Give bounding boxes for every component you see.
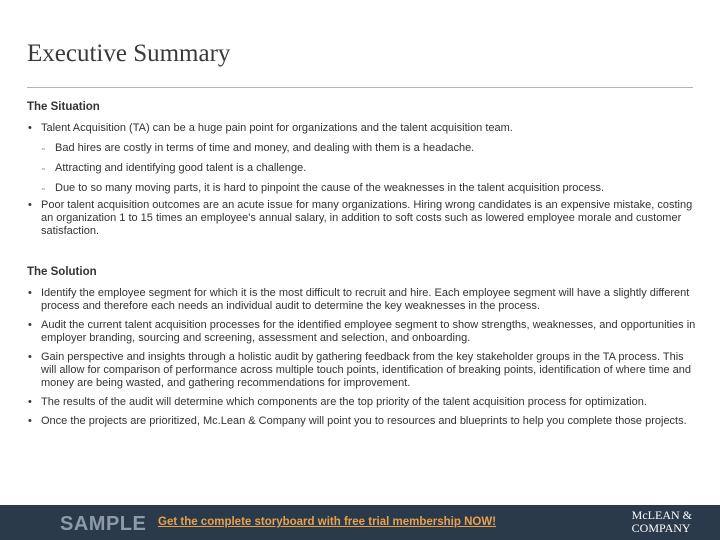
round-bullet-icon: • [28,287,32,299]
list-item [27,122,697,135]
logo-line1: McLEAN & [631,508,692,522]
solution-bullet-text: Audit the current talent acquisition processes for the identified employee segment to show strengths, weaknesses, and opportunities in employer branding, sourcing and screening, assessment and selection, and onboarding. [41,319,696,344]
round-bullet-icon: • [28,319,32,331]
mclean-company-logo [632,509,692,535]
solution-list [27,287,697,435]
round-bullet-icon: • [28,122,32,134]
square-sub-bullet-icon: ▫ [42,166,45,173]
solution-bullet-text: The results of the audit will determine which components are the top priority of the talent acquisition process for optimization. [41,396,647,408]
list-item [27,415,697,428]
solution-bullet-text: Gain perspective and insights through a holistic audit by gathering feedback from the key stakeholder groups in the TA process. This will allow for comparison of performance across multiple touch points, identification of breaking points, identification of where time and money are being wasted, and gathering recommendations for improvement. [41,351,691,389]
list-subitem [27,182,697,195]
solution-heading: The Solution [27,266,97,278]
situation-subbullet-text: Bad hires are costly in terms of time and money, and dealing with them is a headache. [55,142,475,154]
free-trial-link[interactable]: Get the complete storyboard with free trial membership NOW! [158,516,497,528]
situation-heading: The Situation [27,101,100,113]
situation-list [27,122,697,245]
round-bullet-icon: • [28,351,32,363]
list-item [27,396,697,409]
square-sub-bullet-icon: ▫ [42,186,45,193]
list-item [27,287,697,313]
list-subitem [27,162,697,175]
situation-bullet-text: Poor talent acquisition outcomes are an acute issue for many organizations. Hiring wrong candidates is an expensive mistake, costing an organization 1 to 15 times an employee's annual salary, in addition to soft costs such as lowered employee morale and customer satisfaction. [41,199,693,237]
square-sub-bullet-icon: ▫ [42,146,45,153]
list-item [27,199,697,238]
situation-subbullet-text: Due to so many moving parts, it is hard to pinpoint the cause of the weaknesses in the talent acquisition process. [55,182,605,194]
solution-bullet-text: Once the projects are prioritized, Mc.Lean & Company will point you to resources and blueprints to help you complete those projects. [41,415,687,427]
round-bullet-icon: • [28,199,32,211]
title-divider [27,87,693,88]
situation-bullet-text: Talent Acquisition (TA) can be a huge pain point for organizations and the talent acquisition team. [41,122,513,134]
list-item [27,351,697,390]
round-bullet-icon: • [28,396,32,408]
list-subitem [27,142,697,155]
solution-bullet-text: Identify the employee segment for which it is the most difficult to recruit and hire. Each employee segment will have a slightly different process and therefore each needs an individual audit to determine the key weaknesses in the process. [41,287,690,312]
logo-line2: COMPANY [631,521,691,535]
list-item [27,319,697,345]
sample-label: SAMPLE [60,513,147,535]
round-bullet-icon: • [28,415,32,427]
situation-subbullet-text: Attracting and identifying good talent is a challenge. [55,162,307,174]
page-title: Executive Summary [27,40,231,67]
footer-banner [0,505,720,540]
